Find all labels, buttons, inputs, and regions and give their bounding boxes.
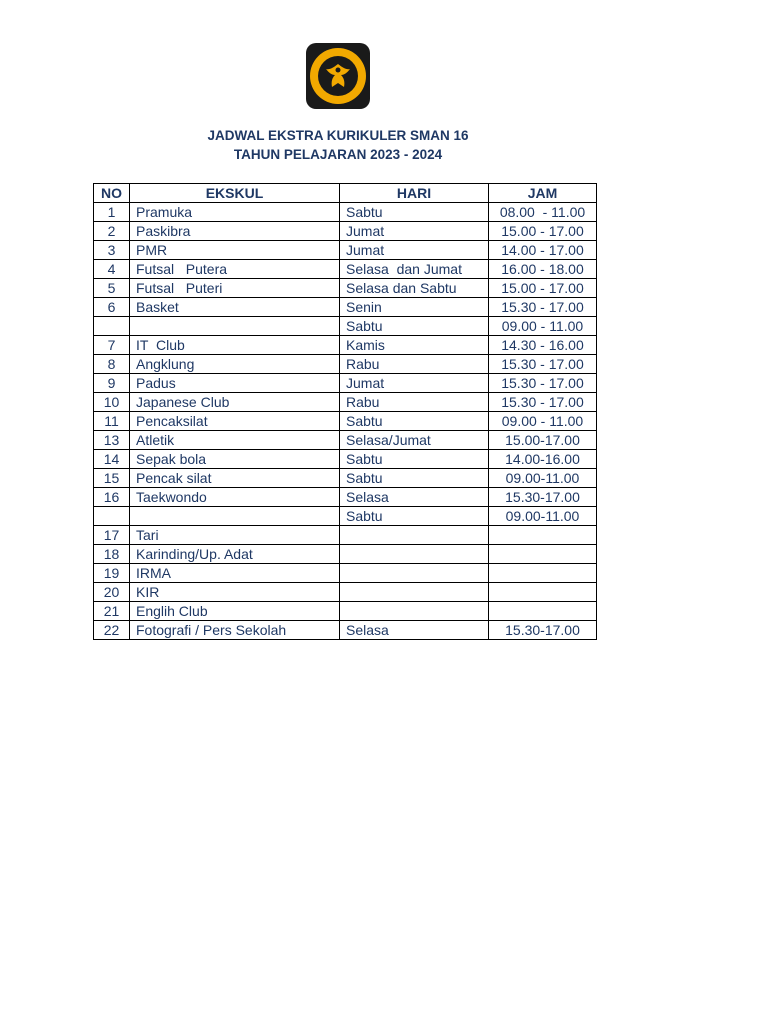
cell-hari: Sabtu [340, 469, 489, 488]
cell-jam: 15.00-17.00 [489, 431, 597, 450]
cell-no: 19 [94, 564, 130, 583]
cell-hari: Rabu [340, 355, 489, 374]
cell-ekskul: Taekwondo [130, 488, 340, 507]
cell-jam: 09.00 - 11.00 [489, 317, 597, 336]
cell-ekskul: IRMA [130, 564, 340, 583]
cell-jam: 14.30 - 16.00 [489, 336, 597, 355]
table-row [94, 298, 597, 317]
cell-ekskul: Padus [130, 374, 340, 393]
table-row [94, 602, 597, 621]
cell-ekskul: Japanese Club [130, 393, 340, 412]
cell-ekskul: Fotografi / Pers Sekolah [130, 621, 340, 640]
cell-no: 2 [94, 222, 130, 241]
cell-no [94, 317, 130, 336]
cell-hari: Jumat [340, 222, 489, 241]
cell-ekskul: Futsal Putera [130, 260, 340, 279]
cell-no: 17 [94, 526, 130, 545]
cell-no [94, 507, 130, 526]
cell-hari [340, 564, 489, 583]
table-row [94, 260, 597, 279]
table-row [94, 241, 597, 260]
table-row [94, 203, 597, 222]
cell-hari: Sabtu [340, 507, 489, 526]
cell-no: 11 [94, 412, 130, 431]
cell-no: 10 [94, 393, 130, 412]
cell-no: 13 [94, 431, 130, 450]
title-line-2: TAHUN PELAJARAN 2023 - 2024 [233, 147, 443, 162]
cell-ekskul: Tari [130, 526, 340, 545]
cell-ekskul [130, 507, 340, 526]
header-no: NO [94, 184, 130, 203]
cell-jam: 09.00 - 11.00 [489, 412, 597, 431]
cell-jam [489, 602, 597, 621]
cell-no: 3 [94, 241, 130, 260]
table-row [94, 488, 597, 507]
cell-ekskul: Atletik [130, 431, 340, 450]
cell-no: 9 [94, 374, 130, 393]
table-row [94, 526, 597, 545]
cell-no: 5 [94, 279, 130, 298]
table-row [94, 355, 597, 374]
cell-ekskul: Futsal Puteri [130, 279, 340, 298]
cell-hari: Selasa [340, 488, 489, 507]
cell-jam: 15.30 - 17.00 [489, 355, 597, 374]
table-row [94, 583, 597, 602]
cell-hari: Sabtu [340, 203, 489, 222]
cell-no: 21 [94, 602, 130, 621]
cell-hari: Selasa dan Jumat [340, 260, 489, 279]
table-row [94, 374, 597, 393]
cell-ekskul: Sepak bola [130, 450, 340, 469]
cell-no: 1 [94, 203, 130, 222]
table-header-row [94, 184, 597, 203]
table-row [94, 621, 597, 640]
cell-jam: 15.30-17.00 [489, 488, 597, 507]
table-row [94, 412, 597, 431]
cell-hari [340, 602, 489, 621]
cell-no: 6 [94, 298, 130, 317]
cell-jam: 09.00-11.00 [489, 507, 597, 526]
header-jam: JAM [489, 184, 597, 203]
cell-no: 20 [94, 583, 130, 602]
cell-hari [340, 526, 489, 545]
title-line-1: JADWAL EKSTRA KURIKULER SMAN 16 [207, 128, 469, 143]
cell-hari: Selasa [340, 621, 489, 640]
cell-no: 7 [94, 336, 130, 355]
document-title-block [0, 126, 676, 164]
cell-jam [489, 564, 597, 583]
cell-ekskul: Karinding/Up. Adat [130, 545, 340, 564]
cell-ekskul: Paskibra [130, 222, 340, 241]
cell-ekskul: IT Club [130, 336, 340, 355]
cell-ekskul [130, 317, 340, 336]
cell-no: 22 [94, 621, 130, 640]
cell-ekskul: Englih Club [130, 602, 340, 621]
cell-jam: 15.30-17.00 [489, 621, 597, 640]
cell-jam [489, 526, 597, 545]
cell-no: 18 [94, 545, 130, 564]
table-row [94, 564, 597, 583]
cell-hari [340, 583, 489, 602]
table-row [94, 431, 597, 450]
cell-jam: 14.00-16.00 [489, 450, 597, 469]
cell-jam: 15.00 - 17.00 [489, 222, 597, 241]
cell-hari: Selasa dan Sabtu [340, 279, 489, 298]
cell-no: 4 [94, 260, 130, 279]
cell-no: 15 [94, 469, 130, 488]
school-logo [305, 42, 371, 110]
cell-jam: 15.30 - 17.00 [489, 374, 597, 393]
table-row [94, 393, 597, 412]
cell-jam: 08.00 - 11.00 [489, 203, 597, 222]
cell-no: 8 [94, 355, 130, 374]
cell-jam: 14.00 - 17.00 [489, 241, 597, 260]
cell-ekskul: Pramuka [130, 203, 340, 222]
cell-ekskul: Pencaksilat [130, 412, 340, 431]
cell-hari: Jumat [340, 241, 489, 260]
cell-jam: 15.30 - 17.00 [489, 298, 597, 317]
header-ekskul: EKSKUL [130, 184, 340, 203]
schedule-table [93, 183, 597, 640]
cell-hari: Rabu [340, 393, 489, 412]
cell-jam: 09.00-11.00 [489, 469, 597, 488]
cell-no: 16 [94, 488, 130, 507]
table-row [94, 222, 597, 241]
cell-no: 14 [94, 450, 130, 469]
cell-hari: Sabtu [340, 450, 489, 469]
table-row [94, 336, 597, 355]
cell-jam [489, 583, 597, 602]
table-row [94, 317, 597, 336]
cell-jam [489, 545, 597, 564]
cell-ekskul: KIR [130, 583, 340, 602]
cell-hari: Kamis [340, 336, 489, 355]
cell-jam: 15.00 - 17.00 [489, 279, 597, 298]
cell-hari: Selasa/Jumat [340, 431, 489, 450]
cell-ekskul: Pencak silat [130, 469, 340, 488]
cell-jam: 16.00 - 18.00 [489, 260, 597, 279]
table-row [94, 279, 597, 298]
table-row [94, 469, 597, 488]
cell-ekskul: Angklung [130, 355, 340, 374]
cell-jam: 15.30 - 17.00 [489, 393, 597, 412]
cell-ekskul: PMR [130, 241, 340, 260]
cell-hari: Sabtu [340, 317, 489, 336]
table-row [94, 450, 597, 469]
table-row [94, 507, 597, 526]
cell-hari: Senin [340, 298, 489, 317]
header-hari: HARI [340, 184, 489, 203]
cell-hari: Jumat [340, 374, 489, 393]
table-row [94, 545, 597, 564]
cell-ekskul: Basket [130, 298, 340, 317]
cell-hari [340, 545, 489, 564]
cell-hari: Sabtu [340, 412, 489, 431]
